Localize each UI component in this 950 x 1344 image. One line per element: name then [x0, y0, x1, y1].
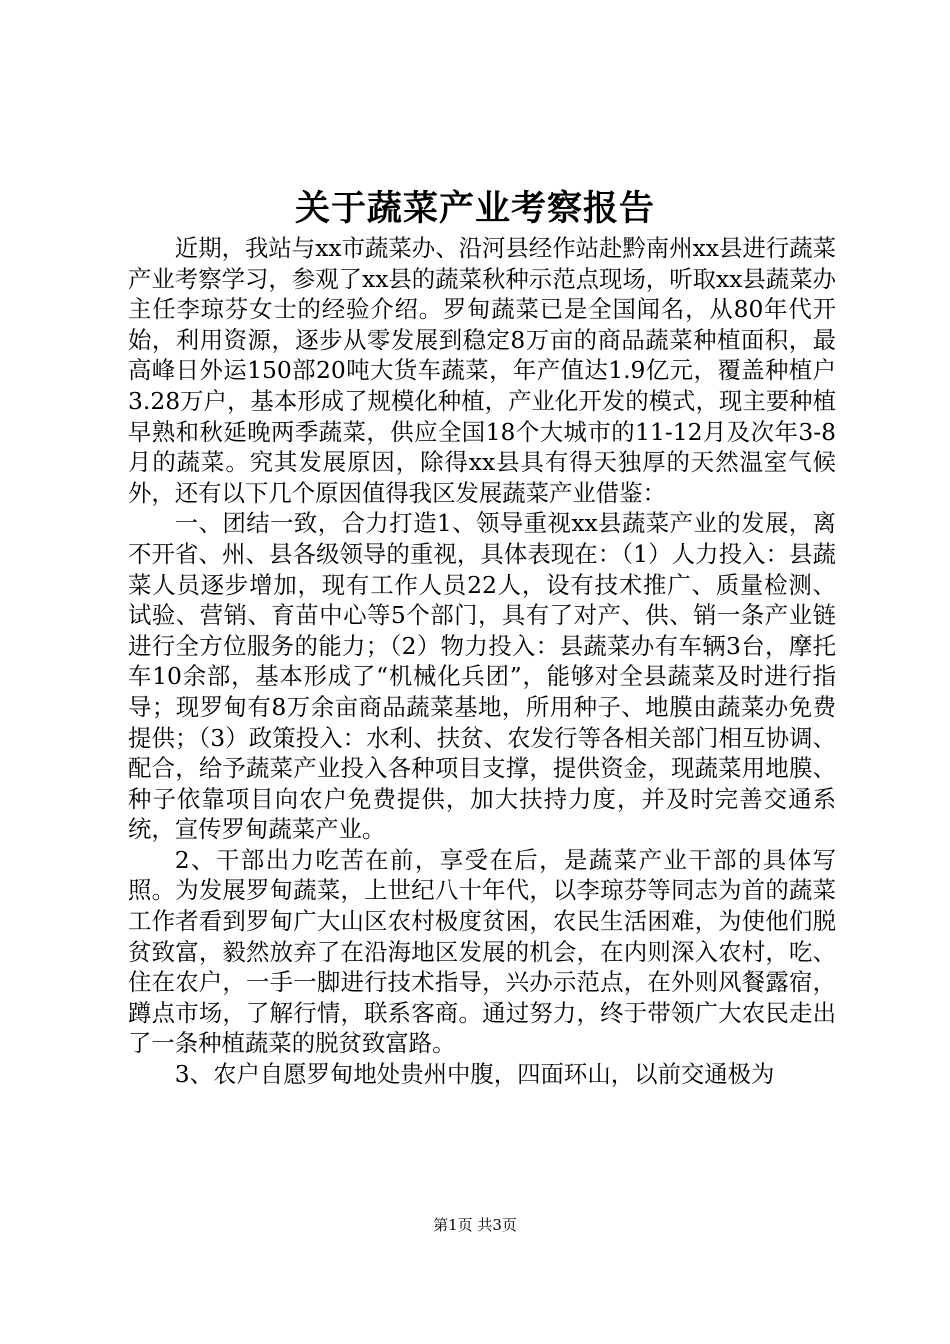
page-footer: 第1页 共3页 [433, 1216, 517, 1234]
document-body [128, 233, 836, 1090]
paragraph-section-1: 一、团结一致，合力打造1、领导重视xx县蔬菜产业的发展，离不开省、州、县各级领导的重视，具体表现在：（1）人力投入：县蔬菜人员逐步增加，现有工作人员22人，设有技术推广、质量检测、试验、营销、育苗中心等5个部门，具有了对产、供、销一条产业链进行全方位服务的能力；（2）物力投入：县蔬菜办有车辆3台，摩托车10余部，基本形成了“机械化兵团”，能够对全县蔬菜及时进行指导；现罗甸有8万余亩商品蔬菜基地，所用种子、地膜由蔬菜办免费提供；（3）政策投入：水利、扶贫、农发行等各相关部门相互协调、配合，给予蔬菜产业投入各种项目支撑，提供资金，现蔬菜用地膜、种子依靠项目向农户免费提供，加大扶持力度，并及时完善交通系统，宣传罗甸蔬菜产业。 [128, 509, 836, 844]
paragraph-intro: 近期，我站与xx市蔬菜办、沿河县经作站赴黔南州xx县进行蔬菜产业考察学习，参观了xx县的蔬菜秋种示范点现场，听取xx县蔬菜办主任李琼芬女士的经验介绍。罗甸蔬菜已是全国闻名，从80年代开始，利用资源，逐步从零发展到稳定8万亩的商品蔬菜种植面积，最高峰日外运150部20吨大货车蔬菜，年产值达1.9亿元，覆盖种植户3.28万户，基本形成了规模化种植，产业化开发的模式，现主要种植早熟和秋延晚两季蔬菜，供应全国18个大城市的11-12月及次年3-8月的蔬菜。究其发展原因，除得xx县具有得天独厚的天然温室气候外，还有以下几个原因值得我区发展蔬菜产业借鉴： [128, 234, 836, 507]
paragraph-section-3: 3、农户自愿罗甸地处贵州中腹，四面环山，以前交通极为 [174, 1060, 775, 1089]
paragraph-section-2: 2、干部出力吃苦在前，享受在后，是蔬菜产业干部的具体写照。为发展罗甸蔬菜，上世纪八十年代，以李琼芬等同志为首的蔬菜工作者看到罗甸广大山区农村极度贫困，农民生活困难，为使他们脱贫致富，毅然放弃了在沿海地区发展的机会，在内则深入农村，吃、住在农户，一手一脚进行技术指导，兴办示范点，在外则风餐露宿，蹲点市场，了解行情，联系客商。通过努力，终于带领广大农民走出了一条种植蔬菜的脱贫致富路。 [128, 845, 836, 1058]
document-title: 关于蔬菜产业考察报告 [294, 188, 655, 229]
